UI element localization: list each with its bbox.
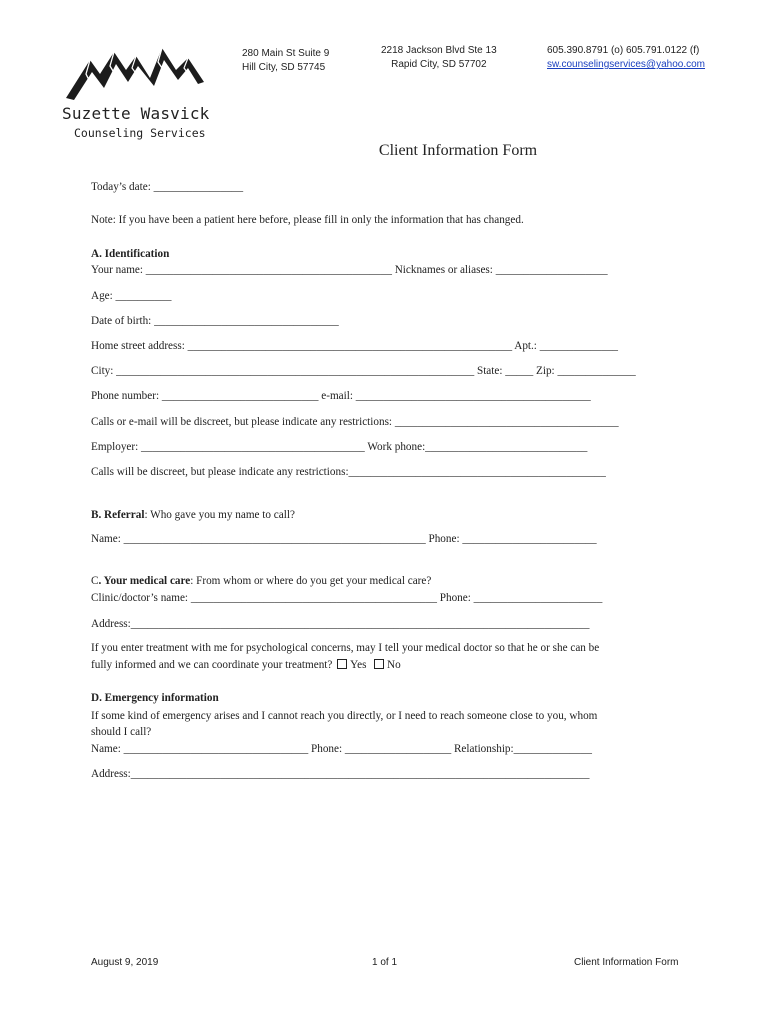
consent-yes-label: Yes xyxy=(350,659,367,671)
phone-numbers: 605.390.8791 (o) 605.791.0122 (f) xyxy=(547,45,700,56)
consent-no-checkbox[interactable] xyxy=(374,659,384,669)
office-address-line: 280 Main St Suite 9 xyxy=(242,48,330,59)
footer-page-number: 1 of 1 xyxy=(372,957,398,968)
clinic-doctor-field[interactable]: Clinic/doctor’s name: ____________________________________________ Phone: _______________________ xyxy=(91,592,603,604)
email-link[interactable]: sw.counselingservices@yahoo.com xyxy=(547,59,706,70)
section-b-title: B. Referral xyxy=(91,509,145,521)
work-call-restrictions-field[interactable]: Calls will be discreet, but please indicate any restrictions:______________________________________________ xyxy=(91,466,606,478)
brand-name: Suzette Wasvick xyxy=(62,104,210,123)
clinic-address-field[interactable]: Address:__________________________________________________________________________________ xyxy=(91,618,590,630)
contact-info xyxy=(547,44,705,72)
consent-question-text: fully informed and we can coordinate your treatment? xyxy=(91,659,333,671)
footer-doc-name: Client Information Form xyxy=(574,957,679,968)
brand-subtitle: Counseling Services xyxy=(74,126,206,140)
emergency-contact-field[interactable]: Name: _________________________________ Phone: ___________________ Relationship:______________ xyxy=(91,743,592,755)
section-d-heading: D. Emergency information xyxy=(91,692,219,704)
section-c-letter: C xyxy=(91,575,99,587)
section-a-heading: A. Identification xyxy=(91,248,170,260)
emergency-address-field[interactable]: Address:__________________________________________________________________________________ xyxy=(91,768,590,780)
consent-question-line1: If you enter treatment with me for psychological concerns, may I tell your medical doctor so that he or she can be xyxy=(91,642,600,654)
phone-email-field[interactable]: Phone number: ____________________________ e-mail: __________________________________________ xyxy=(91,390,591,402)
footer-date: August 9, 2019 xyxy=(91,957,159,968)
update-note: Note: If you have been a patient here before, please fill in only the information that has changed. xyxy=(91,214,524,226)
emergency-intro-line1: If some kind of emergency arises and I cannot reach you directly, or I need to reach someone close to you, whom xyxy=(91,710,598,722)
office-address-rapid-city xyxy=(381,44,497,72)
referral-name-phone-field[interactable]: Name: ______________________________________________________ Phone: ________________________ xyxy=(91,533,597,545)
name-nickname-field[interactable]: Your name: ____________________________________________ Nicknames or aliases: ____________________ xyxy=(91,264,608,276)
mountain-range-icon xyxy=(62,40,212,105)
city-state-zip-field[interactable]: City: ________________________________________________________________ State: _____ Zip: ______________ xyxy=(91,365,636,377)
office-address-hill-city xyxy=(242,47,329,75)
age-field[interactable]: Age: __________ xyxy=(91,290,172,302)
section-c-heading xyxy=(91,575,431,587)
date-of-birth-field[interactable]: Date of birth: _________________________________ xyxy=(91,315,339,327)
contact-restrictions-field[interactable]: Calls or e-mail will be discreet, but please indicate any restrictions: ________________________________________ xyxy=(91,416,619,428)
emergency-intro-line2: should I call? xyxy=(91,726,152,738)
section-c-title: . Your medical care xyxy=(98,575,191,587)
consent-question-line2 xyxy=(91,659,401,671)
consent-no-label: No xyxy=(387,659,401,671)
office-address-line: Rapid City, SD 57702 xyxy=(391,59,487,70)
form-title: Client Information Form xyxy=(378,142,538,159)
home-address-field[interactable]: Home street address: __________________________________________________________ Apt.: ______________ xyxy=(91,340,619,352)
office-address-line: 2218 Jackson Blvd Ste 13 xyxy=(381,45,497,56)
todays-date-field[interactable]: Today’s date: ________________ xyxy=(91,181,244,193)
employer-field[interactable]: Employer: ________________________________________ Work phone:_____________________________ xyxy=(91,441,588,453)
consent-yes-checkbox[interactable] xyxy=(337,659,347,669)
medical-care-question: : From whom or where do you get your medical care? xyxy=(190,575,432,587)
referral-question: : Who gave you my name to call? xyxy=(144,509,295,521)
section-b-heading xyxy=(91,509,295,521)
office-address-line: Hill City, SD 57745 xyxy=(242,62,326,73)
